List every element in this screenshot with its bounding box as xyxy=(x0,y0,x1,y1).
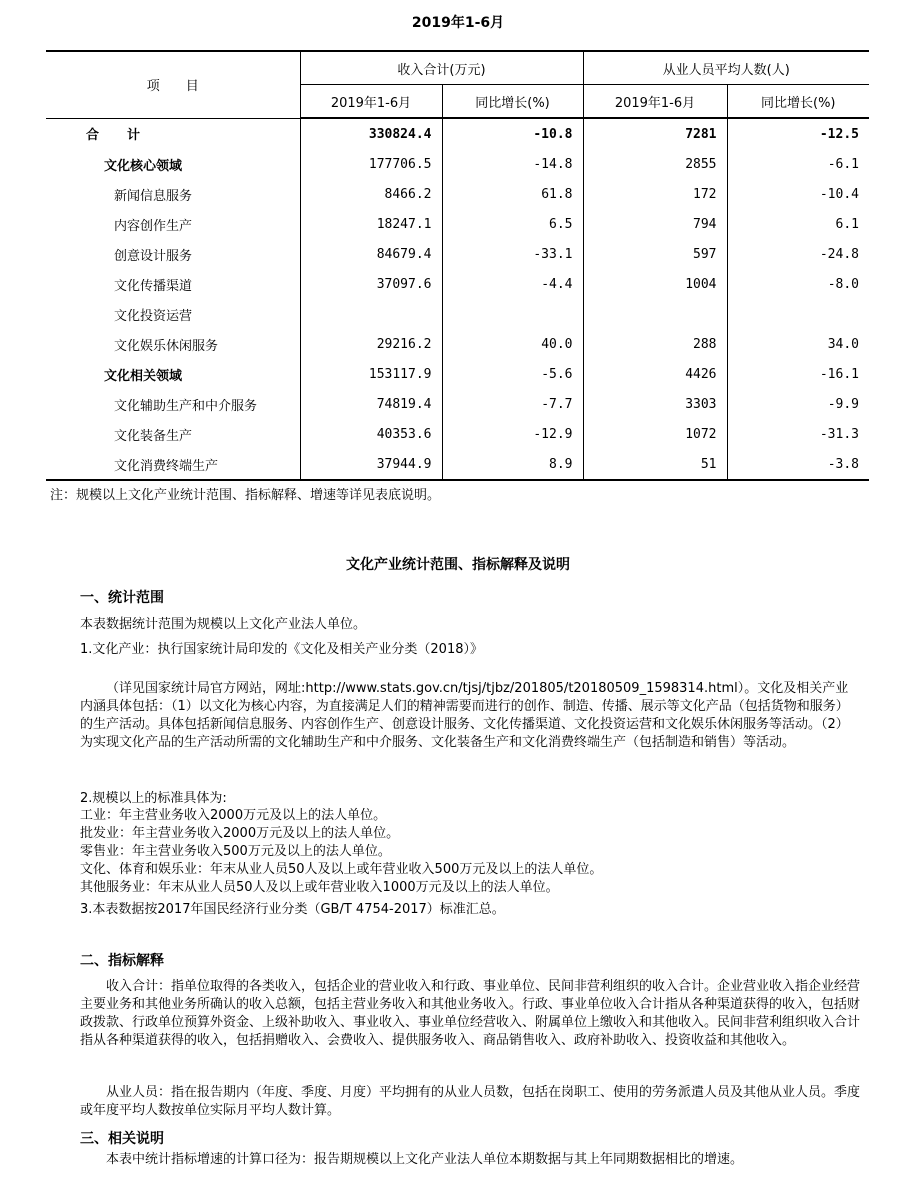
scale-standard-industry: 工业：年主营业务收入2000万元及以上的法人单位。 xyxy=(80,808,387,823)
income-cell: 37097.6 xyxy=(300,269,442,299)
table-row xyxy=(46,209,869,239)
staff-growth-cell: 34.0 xyxy=(727,329,869,359)
staff-cell: 51 xyxy=(583,449,727,480)
table-row xyxy=(46,419,869,449)
income-growth-cell: -5.6 xyxy=(442,359,583,389)
staff-cell: 7281 xyxy=(583,118,727,149)
income-growth-cell: -7.7 xyxy=(442,389,583,419)
staff-cell: 288 xyxy=(583,329,727,359)
income-cell xyxy=(300,299,442,329)
table-row xyxy=(46,149,869,179)
item-column-header: 项 目 xyxy=(46,51,300,118)
income-cell: 330824.4 xyxy=(300,118,442,149)
staff-growth-cell xyxy=(727,299,869,329)
scale-standard-other: 其他服务业：年末从业人员50人及以上或年营业收入1000万元及以上的法人单位。 xyxy=(80,880,559,895)
section-2-heading: 二、指标解释 xyxy=(80,953,164,969)
income-growth-cell xyxy=(442,299,583,329)
table-row xyxy=(46,449,869,480)
row-name: 文化传播渠道 xyxy=(114,278,193,294)
staff-cell xyxy=(583,299,727,329)
row-name: 创意设计服务 xyxy=(114,248,193,264)
section-3-heading: 三、相关说明 xyxy=(80,1131,164,1147)
scale-standard-retail: 零售业：年主营业务收入500万元及以上的法人单位。 xyxy=(80,844,391,859)
cultural-industry-item: 1.文化产业：执行国家统计局印发的《文化及相关产业分类（2018）》 xyxy=(80,642,483,657)
growth-note: 本表中统计指标增速的计算口径为：报告期规模以上文化产业法人单位本期数据与其上年同期数据相比的增速。 xyxy=(106,1152,744,1167)
staff-cell: 3303 xyxy=(583,389,727,419)
row-name: 文化辅助生产和中介服务 xyxy=(114,398,258,414)
row-name: 文化投资运营 xyxy=(114,308,193,324)
page-title: 2019年1-6月 xyxy=(411,15,505,31)
income-cell: 74819.4 xyxy=(300,389,442,419)
row-name: 新闻信息服务 xyxy=(114,188,193,204)
income-cell: 40353.6 xyxy=(300,419,442,449)
table-row xyxy=(46,179,869,209)
table-note: 注：规模以上文化产业统计范围、指标解释、增速等详见表底说明。 xyxy=(50,488,441,503)
row-name: 内容创作生产 xyxy=(114,218,193,234)
table-row xyxy=(46,299,869,329)
scope-paragraph: 本表数据统计范围为规模以上文化产业法人单位。 xyxy=(80,617,367,632)
income-cell: 37944.9 xyxy=(300,449,442,480)
staff-cell: 172 xyxy=(583,179,727,209)
income-period-header: 2019年1-6月 xyxy=(300,85,442,119)
income-cell: 8466.2 xyxy=(300,179,442,209)
staff-growth-cell: -8.0 xyxy=(727,269,869,299)
income-growth-cell: 61.8 xyxy=(442,179,583,209)
income-cell: 177706.5 xyxy=(300,149,442,179)
income-growth-cell: 6.5 xyxy=(442,209,583,239)
statistics-table xyxy=(46,50,869,481)
row-name: 文化装备生产 xyxy=(114,428,193,444)
income-definition: 收入合计：指单位取得的各类收入，包括企业的营业收入和行政、事业单位、民间非营利组织的收入合计。企业营业收入指企业经营主要业务和其他业务所确认的收入总额，包括主营业务收入和其他业务收入。行政、事业单位收入合计指从各种渠道获得的收入，包括财政拨款、行政单位预算外资金、上级补助收入、事业收入、事业单位经营收入、附属单位上缴收入和其他收入。民间非营利组织收入合计指从各种渠道获得的收入，包括捐赠收入、会费收入、提供服务收入、商品销售收入、政府补助收入、投资收益和其他收入。 xyxy=(80,979,861,1048)
staff-cell: 2855 xyxy=(583,149,727,179)
explanation-title: 文化产业统计范围、指标解释及说明 xyxy=(346,557,570,573)
staff-growth-cell: 6.1 xyxy=(727,209,869,239)
row-name: 合计 xyxy=(86,128,169,144)
income-growth-cell: -14.8 xyxy=(442,149,583,179)
staff-cell: 794 xyxy=(583,209,727,239)
scale-standard-culture: 文化、体育和娱乐业：年末从业人员50人及以上或年营业收入500万元及以上的法人单位。 xyxy=(80,862,603,877)
scale-standard-wholesale: 批发业：年主营业务收入2000万元及以上的法人单位。 xyxy=(80,826,400,841)
classification-item: 3.本表数据按2017年国民经济行业分类（GB/T 4754-2017）标准汇总。 xyxy=(80,902,505,917)
table-row xyxy=(46,239,869,269)
staff-growth-header: 同比增长(%) xyxy=(727,85,869,119)
staff-cell: 597 xyxy=(583,239,727,269)
income-growth-header: 同比增长(%) xyxy=(442,85,583,119)
scale-standard-item: 2.规模以上的标准具体为: xyxy=(80,791,227,806)
staff-growth-cell: -24.8 xyxy=(727,239,869,269)
income-growth-cell: -12.9 xyxy=(442,419,583,449)
table-row xyxy=(46,389,869,419)
staff-growth-cell: -6.1 xyxy=(727,149,869,179)
income-growth-cell: -4.4 xyxy=(442,269,583,299)
row-name: 文化娱乐休闲服务 xyxy=(114,338,219,354)
staff-cell: 1072 xyxy=(583,419,727,449)
section-1-heading: 一、统计范围 xyxy=(80,590,164,606)
staff-growth-cell: -31.3 xyxy=(727,419,869,449)
staff-growth-cell: -10.4 xyxy=(727,179,869,209)
income-growth-cell: 8.9 xyxy=(442,449,583,480)
row-name: 文化核心领域 xyxy=(104,158,183,174)
staff-definition: 从业人员：指在报告期内（年度、季度、月度）平均拥有的从业人员数，包括在岗职工、使用的劳务派遣人员及其他从业人员。季度或年度平均人数按单位实际月平均人数计算。 xyxy=(80,1085,861,1118)
staff-growth-cell: -16.1 xyxy=(727,359,869,389)
staff-group-header: 从业人员平均人数(人) xyxy=(583,51,869,85)
table-row xyxy=(46,118,869,149)
income-growth-cell: 40.0 xyxy=(442,329,583,359)
income-cell: 153117.9 xyxy=(300,359,442,389)
staff-growth-cell: -9.9 xyxy=(727,389,869,419)
staff-growth-cell: -3.8 xyxy=(727,449,869,480)
income-growth-cell: -33.1 xyxy=(442,239,583,269)
income-cell: 18247.1 xyxy=(300,209,442,239)
income-cell: 29216.2 xyxy=(300,329,442,359)
staff-period-header: 2019年1-6月 xyxy=(583,85,727,119)
row-name: 文化消费终端生产 xyxy=(46,449,300,480)
income-cell: 84679.4 xyxy=(300,239,442,269)
table-row xyxy=(46,269,869,299)
income-growth-cell: -10.8 xyxy=(442,118,583,149)
table-row xyxy=(46,359,869,389)
row-name: 文化相关领域 xyxy=(104,368,183,384)
income-group-header: 收入合计(万元) xyxy=(300,51,583,85)
table-row xyxy=(46,329,869,359)
cultural-industry-detail: （详见国家统计局官方网站，网址:http://www.stats.gov.cn/tjsj/tjbz/201805/t20180509_1598314.html）。文化及相关产业内涵具体包括：（1）以文化为核心内容，为直接满足人们的精神需要而进行的创作、制造、传播、展示等文化产品（包括货物和服务）的生产活动。具体包括新闻信息服务、内容创作生产、创意设计服务、文化传播渠道、文化投资运营和文化娱乐休闲服务等活动。（2）为实现文化产品的生产活动所需的文化辅助生产和中介服务、文化装备生产和文化消费终端生产（包括制造和销售）等活动。 xyxy=(80,681,849,750)
staff-growth-cell: -12.5 xyxy=(727,118,869,149)
staff-cell: 1004 xyxy=(583,269,727,299)
staff-cell: 4426 xyxy=(583,359,727,389)
